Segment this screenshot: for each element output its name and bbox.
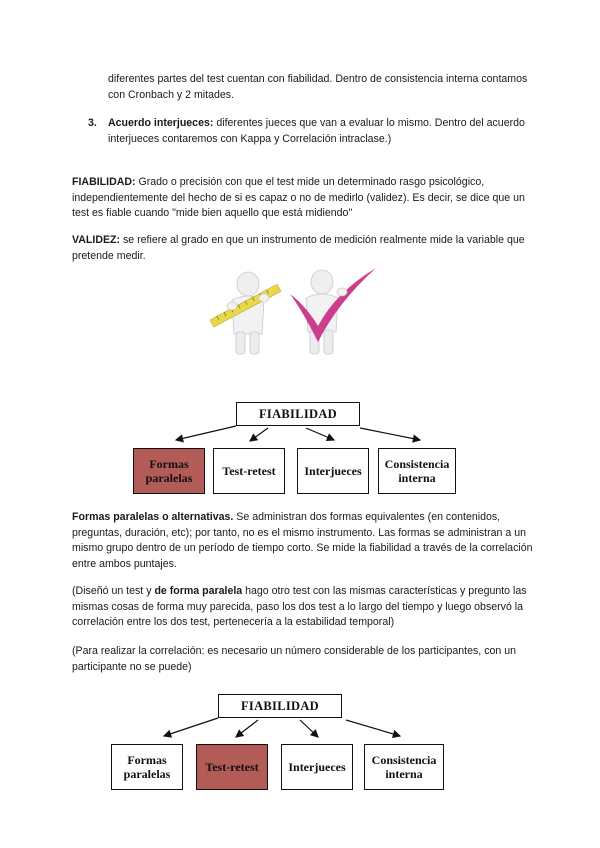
continuation-text: diferentes partes del test cuentan con fiabilidad. Dentro de consistencia interna contamos con Cronbach y 2 mitades. [108, 73, 528, 101]
item-text: diferentes jueces que van a evaluar lo mismo. Dentro del acuerdo interjueces contaremos con Kappa y Correlación intraclase.) [108, 117, 525, 145]
continuation-paragraph [108, 72, 528, 103]
diagram1-box-consistencia-interna: Consistencia interna [378, 448, 456, 494]
diagram1-title-box: FIABILIDAD [236, 402, 360, 426]
formas-text: Se administran dos formas equivalentes (en contenidos, preguntas, duración, etc); por tanto, no es el mismo instrumento. Las formas se administran a un mismo grupo dentro de un período de tiempo corto. Se mide la fiabilidad a través de la correlación entre ambos puntajes. [72, 511, 533, 570]
diseno-bold: de forma paralela [154, 585, 243, 597]
list-item-acuerdo-interjueces [88, 116, 538, 147]
diagram2-title-box: FIABILIDAD [218, 694, 342, 718]
validez-label: VALIDEZ: [72, 234, 121, 246]
fiabilidad-label: FIABILIDAD: [72, 176, 136, 188]
validez-text: se refiere al grado en que un instrumento de medición realmente mide la variable que pretende medir. [72, 234, 525, 262]
correlacion-note [72, 644, 534, 675]
diagram1-box-test-retest: Test-retest [213, 448, 285, 494]
validez-definition [72, 233, 534, 264]
diagram2-box-consistencia-interna: Consistencia interna [364, 744, 444, 790]
formas-label: Formas paralelas o alternativas. [72, 511, 234, 523]
list-number: 3. [88, 117, 97, 129]
diagram1-box-interjueces: Interjueces [297, 448, 369, 494]
fiabilidad-definition [72, 175, 534, 222]
diseno-post: hago otro test con las mismas características y pregunto las mismas cosas de forma muy parecida, paso los dos test a lo largo del tiempo y luego observó la correlación entre los dos test, pertenecería a la estabilidad temporal) [72, 585, 527, 628]
diseno-pre: (Diseñó un test y [72, 585, 155, 597]
formas-paralelas-paragraph [72, 510, 534, 572]
illustration-figures [210, 262, 385, 357]
fiabilidad-text: Grado o precisión con que el test mide un determinado rasgo psicológico, independientemente del hecho de si es capaz o no de medirlo (validez). Es decir, se dice que un test es fiable cuando "mide bien aquello que está midiendo" [72, 176, 525, 219]
diagram1-box-formas-paralelas: Formas paralelas [133, 448, 205, 494]
figure-with-checkmark-icon [290, 268, 376, 354]
item-label: Acuerdo interjueces: [108, 117, 214, 129]
diagram2-box-interjueces: Interjueces [281, 744, 353, 790]
diseno-paragraph [72, 584, 534, 631]
diagram2-box-test-retest: Test-retest [196, 744, 268, 790]
correlacion-text: (Para realizar la correlación: es necesario un número considerable de los participantes, con un participante no se puede) [72, 645, 517, 673]
diagram2-box-formas-paralelas: Formas paralelas [111, 744, 183, 790]
figure-with-ruler-icon [210, 272, 281, 354]
